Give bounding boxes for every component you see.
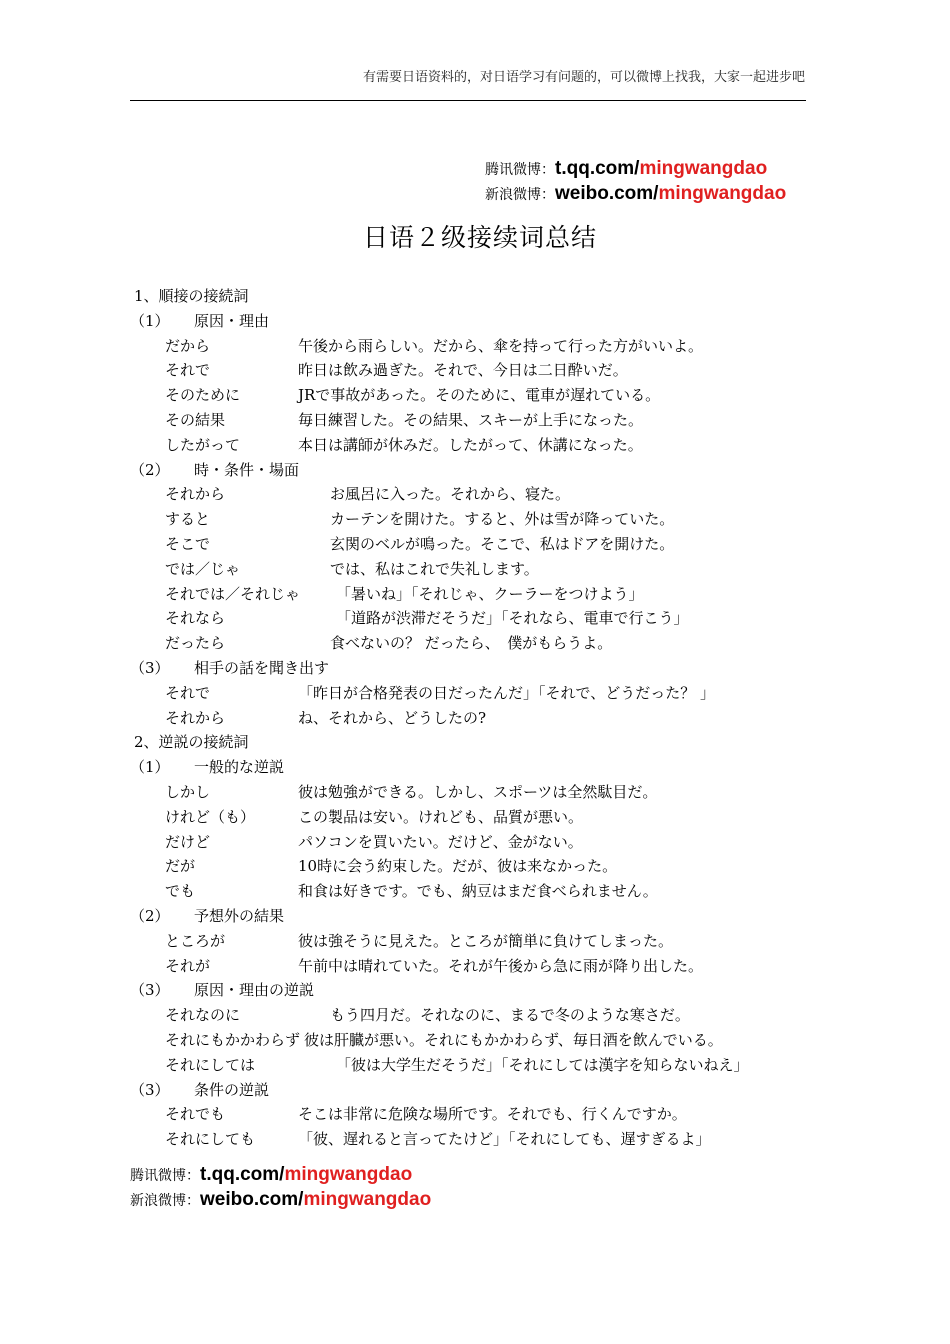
tencent-weibo-label: 腾讯微博： xyxy=(130,1168,200,1184)
entry-term: それで xyxy=(165,683,211,702)
sina-weibo-label: 新浪微博： xyxy=(130,1193,200,1209)
tencent-weibo-label: 腾讯微博： xyxy=(485,162,555,178)
entry-row xyxy=(130,854,820,879)
entry-example: では、私はこれで失礼します。 xyxy=(330,559,539,578)
subsection-heading xyxy=(130,458,820,483)
sina-weibo-domain: weibo.com/ xyxy=(555,183,659,204)
subsection-number: （1） xyxy=(130,758,170,777)
entry-term: だから xyxy=(165,336,211,355)
entry-example: パソコンを買いたい。だけど、金がない。 xyxy=(298,832,583,851)
entry-term: その結果 xyxy=(165,410,226,429)
entry-row xyxy=(130,631,820,656)
entry-term: そのために xyxy=(165,386,241,405)
entry-example: 毎日練習した。その結果、スキーが上手になった。 xyxy=(298,410,644,429)
tencent-weibo-domain: t.qq.com/ xyxy=(555,158,640,179)
header-divider xyxy=(130,100,806,101)
entry-example: ね、それから、どうしたの? xyxy=(298,708,487,727)
subsection-number: （2） xyxy=(130,460,170,479)
sina-weibo-link[interactable] xyxy=(200,1189,431,1210)
entry-row xyxy=(130,358,820,383)
entry-row xyxy=(130,433,820,458)
entry-term: それにしては xyxy=(165,1055,256,1074)
entry-term: だが xyxy=(165,857,196,876)
entry-term: そこで xyxy=(165,534,211,553)
subsection-heading xyxy=(130,1078,820,1103)
subsection-heading xyxy=(130,309,820,334)
entry-row xyxy=(130,929,820,954)
entry-example: 「彼は大学生だそうだ」「それにしては漢字を知らないねえ」 xyxy=(336,1055,749,1074)
entry-example: 「暑いね」「それじゃ、クーラーをつけよう」 xyxy=(336,584,644,603)
subsection-label: 相手の話を聞き出す xyxy=(194,658,330,677)
entry-row xyxy=(130,954,820,979)
entry-term: でも xyxy=(165,882,196,901)
entry-term: したがって xyxy=(165,435,241,454)
entry-row xyxy=(130,681,820,706)
entry-example: 「昨日が合格発表の日だったんだ」「それで、どうだった？ 」 xyxy=(298,683,715,702)
entry-example: お風呂に入った。それから、寝た。 xyxy=(330,485,571,504)
tencent-weibo-line xyxy=(130,1163,431,1188)
entry-term: しかし xyxy=(165,782,211,801)
entry-row xyxy=(130,780,820,805)
entry-term: けれど（も） xyxy=(165,807,256,826)
subsection-label: 予想外の結果 xyxy=(194,906,285,925)
weibo-links-top xyxy=(485,157,786,207)
subsection-heading xyxy=(130,978,820,1003)
sina-weibo-user: mingwangdao xyxy=(658,183,787,204)
entry-term: それにもかかわらず xyxy=(165,1030,301,1049)
entry-term: それなら xyxy=(165,609,226,628)
entry-example: 彼は肝臓が悪い。それにもかかわらず、毎日酒を飲んでいる。 xyxy=(304,1030,723,1049)
subsection-heading xyxy=(130,904,820,929)
entry-term: では／じゃ xyxy=(165,559,241,578)
subsection-heading xyxy=(130,755,820,780)
subsection-heading xyxy=(130,656,820,681)
sina-weibo-domain: weibo.com/ xyxy=(200,1189,304,1210)
entry-row xyxy=(130,557,820,582)
entry-term: だったら xyxy=(165,634,226,653)
entry-example: そこは非常に危険な場所です。それでも、行くんですか。 xyxy=(298,1105,687,1124)
entry-term: それなのに xyxy=(165,1006,241,1025)
entry-row xyxy=(130,1127,820,1152)
entry-example: この製品は安い。けれども、品質が悪い。 xyxy=(298,807,584,826)
header-note: 有需要日语资料的，对日语学习有问题的，可以微博上找我，大家一起进步吧 xyxy=(362,70,805,85)
entry-example: JRで事故があった。そのために、電車が遅れている。 xyxy=(298,386,661,405)
section-heading: 2、逆説の接続詞 xyxy=(134,733,249,752)
subsection-number: （2） xyxy=(130,906,170,925)
entry-row xyxy=(130,482,820,507)
entry-example: 玄関のベルが鳴った。そこで、私はドアを開けた。 xyxy=(330,534,675,553)
entry-row xyxy=(130,408,820,433)
entry-example: 「道路が渋滞だそうだ」「それなら、電車で行こう」 xyxy=(336,609,689,628)
entry-row xyxy=(130,706,820,731)
subsection-label: 原因・理由 xyxy=(194,311,270,330)
subsection-number: （3） xyxy=(130,658,170,677)
entry-term: だけど xyxy=(165,832,211,851)
entry-term: それが xyxy=(165,956,211,975)
tencent-weibo-link[interactable] xyxy=(555,158,767,179)
entry-row xyxy=(130,1003,820,1028)
entry-example: 午前中は晴れていた。それが午後から急に雨が降り出した。 xyxy=(298,956,704,975)
entry-example: 「彼、遅れると言ってたけど」「それにしても、遅すぎるよ」 xyxy=(298,1130,711,1149)
entry-term: ところが xyxy=(165,931,226,950)
section-heading: 1、順接の接続詞 xyxy=(134,287,249,305)
entry-row xyxy=(130,1102,820,1127)
entry-row xyxy=(130,606,820,631)
entry-example: 和食は好きです。でも、納豆はまだ食べられません。 xyxy=(298,882,658,901)
subsection-label: 原因・理由の逆説 xyxy=(194,981,315,1000)
sina-weibo-label: 新浪微博： xyxy=(485,187,555,203)
subsection-number: （3） xyxy=(130,1080,170,1099)
entry-row xyxy=(130,830,820,855)
subsection-label: 一般的な逆説 xyxy=(194,758,285,777)
entry-term: それでは／それじゃ xyxy=(165,584,301,603)
entry-example: 午後から雨らしい。だから、傘を持って行った方がいいよ。 xyxy=(298,336,704,355)
entry-row xyxy=(130,532,820,557)
entry-example: 昨日は飲み過ぎた。それで、今日は二日酔いだ。 xyxy=(298,361,628,380)
entry-term: それでも xyxy=(165,1105,226,1124)
tencent-weibo-line xyxy=(485,157,786,182)
entry-example: 彼は強そうに見えた。ところが簡単に負けてしまった。 xyxy=(298,931,674,950)
tencent-weibo-link[interactable] xyxy=(200,1164,412,1185)
entry-row xyxy=(130,334,820,359)
weibo-links-bottom xyxy=(130,1163,431,1213)
entry-row xyxy=(130,507,820,532)
entry-example: 本日は講師が休みだ。したがって、休講になった。 xyxy=(298,435,643,454)
sina-weibo-line xyxy=(485,182,786,207)
sina-weibo-line xyxy=(130,1188,431,1213)
sina-weibo-link[interactable] xyxy=(555,183,786,204)
entry-term: それにしても xyxy=(165,1130,256,1149)
document-body xyxy=(130,284,820,1152)
subsection-number: （3） xyxy=(130,981,170,1000)
tencent-weibo-user: mingwangdao xyxy=(639,158,768,179)
entry-example: 食べないの？ だったら、 僕がもらうよ。 xyxy=(330,634,613,653)
entry-row xyxy=(130,383,820,408)
subsection-label: 条件の逆説 xyxy=(194,1080,270,1099)
entry-row xyxy=(130,805,820,830)
entry-example: カーテンを開けた。すると、外は雪が降っていた。 xyxy=(330,510,675,529)
entry-row xyxy=(130,582,820,607)
entry-example: もう四月だ。それなのに、まるで冬のような寒さだ。 xyxy=(330,1006,690,1025)
subsection-number: （1） xyxy=(130,311,170,330)
entry-term: すると xyxy=(165,510,211,529)
entry-term: それから xyxy=(165,708,226,727)
entry-term: それから xyxy=(165,485,226,504)
entry-row xyxy=(130,1053,820,1078)
entry-row xyxy=(130,879,820,904)
tencent-weibo-user: mingwangdao xyxy=(284,1164,413,1185)
entry-term: それで xyxy=(165,361,211,380)
entry-row xyxy=(130,1028,820,1053)
document-title: 日语２级接续词总结 xyxy=(362,223,597,252)
subsection-label: 時・条件・場面 xyxy=(194,460,300,479)
entry-example: 彼は勉強ができる。しかし、スポーツは全然駄目だ。 xyxy=(298,782,658,801)
tencent-weibo-domain: t.qq.com/ xyxy=(200,1164,285,1185)
entry-example: 10時に会う約束した。だが、彼は来なかった。 xyxy=(298,857,618,876)
sina-weibo-user: mingwangdao xyxy=(303,1189,432,1210)
